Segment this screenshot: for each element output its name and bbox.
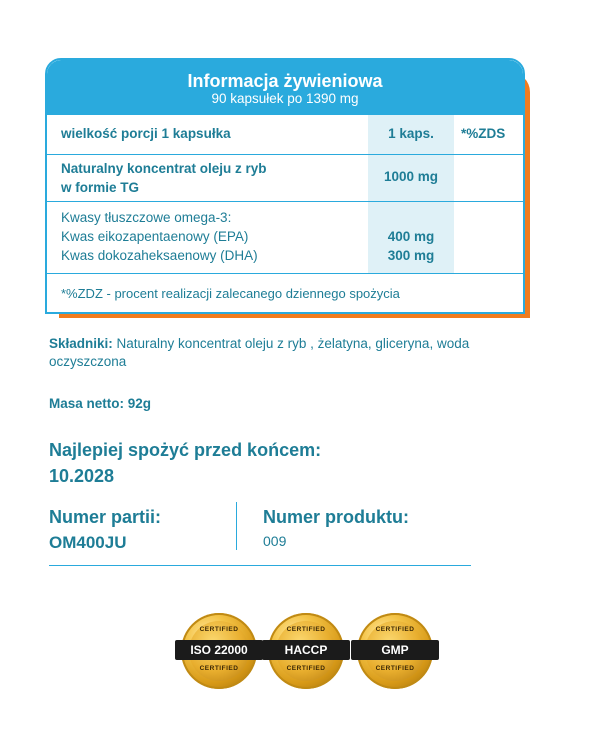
- nutrition-table: [45, 58, 525, 314]
- nutrition-subtitle: 90 kapsułek po 1390 mg: [211, 91, 359, 106]
- product-number-value: 009: [263, 533, 287, 549]
- badge-bottom-text: CERTIFIED: [375, 665, 415, 672]
- badge-bottom-text: CERTIFIED: [199, 665, 239, 672]
- nutrition-header: [47, 60, 523, 115]
- serving-size-amount: 1 kaps.: [388, 126, 434, 141]
- column-divider: [236, 502, 237, 550]
- iso-22000-badge: [181, 613, 257, 689]
- serving-size-label: wielkość porcji 1 kapsułka: [61, 126, 231, 141]
- dha-label: Kwas dokozaheksaenowy (DHA): [61, 248, 258, 263]
- ingredients: [49, 335, 489, 371]
- fish-oil-amount: 1000 mg: [383, 169, 439, 184]
- badge-top-text: CERTIFIED: [375, 626, 415, 633]
- ingredients-text: Naturalny koncentrat oleju z ryb , żelatyna, gliceryna, woda oczyszczona: [49, 336, 470, 369]
- epa-amount: 400 mg: [387, 229, 435, 244]
- omega3-heading: Kwasy tłuszczowe omega-3:: [61, 210, 232, 225]
- net-mass: Masa netto: 92g: [49, 396, 152, 411]
- rws-header: *%ZDS: [461, 126, 506, 141]
- best-before-date: 10.2028: [49, 466, 115, 486]
- badge-top-text: CERTIFIED: [199, 626, 239, 633]
- bottom-divider: [49, 565, 471, 566]
- batch-number-label: Numer partii:: [49, 507, 162, 527]
- rws-footnote: *%ZDZ - procent realizacji zalecanego dziennego spożycia: [61, 286, 400, 301]
- row-divider: [47, 273, 523, 274]
- product-number-label: Numer produktu:: [263, 507, 409, 527]
- fish-oil-label-line2: w formie TG: [61, 180, 140, 195]
- row-divider: [47, 201, 523, 202]
- nutrition-panel: [45, 58, 530, 318]
- ingredients-label: Składniki:: [49, 336, 113, 351]
- epa-label: Kwas eikozapentaenowy (EPA): [61, 229, 249, 244]
- fish-oil-label-line1: Naturalny koncentrat oleju z ryb: [61, 161, 267, 176]
- badge-ribbon-iso-22000: ISO 22000: [175, 640, 263, 660]
- gmp-badge: [357, 613, 433, 689]
- haccp-badge: [268, 613, 344, 689]
- badge-top-text: CERTIFIED: [286, 626, 326, 633]
- row-divider: [47, 154, 523, 155]
- dha-amount: 300 mg: [387, 248, 435, 263]
- best-before-label: Najlepiej spożyć przed końcem:: [49, 440, 322, 460]
- batch-number-value: OM400JU: [49, 533, 127, 552]
- badge-bottom-text: CERTIFIED: [286, 665, 326, 672]
- badge-ribbon-haccp: HACCP: [262, 640, 350, 660]
- nutrition-title: Informacja żywieniowa: [187, 71, 383, 91]
- badge-ribbon-gmp: GMP: [351, 640, 439, 660]
